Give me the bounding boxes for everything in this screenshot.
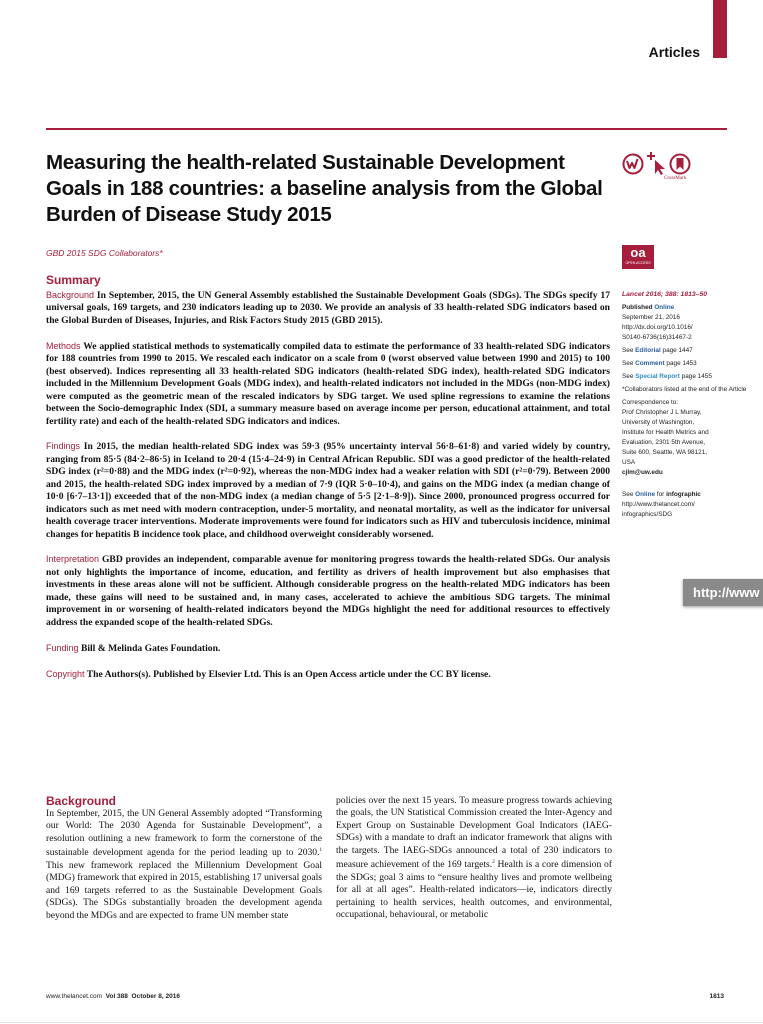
page-footer [46,993,727,1000]
correspondence-address: Suite 600, Seattle, WA 98121, [622,449,708,456]
infographic-url[interactable]: http://www.thelancet.com/ [622,501,695,508]
body-text: Health is a core dimension of the SDGs; goal 3 aims to “ensure healthy lives and promote wellbeing for all at all ages”. Health-related indicators—ie, indicators directly pertaining to health services, health outcomes, and environmental, occupational, behavioural, or metabolic [336,859,612,921]
footer-site: www.thelancet.com [46,993,102,1000]
open-access-icon [622,245,654,269]
summary-label: Copyright [46,668,85,679]
summary-label: Methods [46,340,81,351]
editorial-link[interactable]: Editorial [635,347,661,354]
doi-link[interactable]: http://dx.doi.org/10.1016/ [622,324,693,331]
summary-findings [46,440,610,541]
see-editorial [622,346,760,356]
summary-text: The Authors(s). Published by Elsevier Ltd. This is an Open Access article under the CC BY license. [86,668,491,680]
publication-info [622,303,760,343]
summary-text: We applied statistical methods to systematically compiled data to estimate the performance of 33 health-related SDG indicators for 188 countries from 1990 to 2015. We rescaled each indicator on a scale from 0 (worst observed value between 1990 and 2015) to 100 (best observed). Indices representing all 33 health-related SDG indicators (health-related SDG index), health-related SDG indicators included in the Millennium Development Goals (MDG index), and health-related indicators not included in the MDGs (non-MDG index) were computed as the geometric mean of the rescaled indicators by SDG target. We used spline regressions to examine the relations between the Socio-demographic Index (SDI, a summary measure based on average income per person, educational attainment, and total fertility rate) and each of the health-related SDG indicators and indices. [46,340,610,427]
article-title: Measuring the health-related Sustainable Development Goals in 188 countries: a baseline analysis from the Global Burden of Disease Study 2015 [46,151,603,226]
summary-body [46,289,610,693]
see-label: See [622,360,636,367]
editorial-page: page 1447 [660,347,693,354]
see-label: See [622,373,636,380]
doi-link-cont[interactable]: S0140-6736(16)31467-2 [622,334,692,341]
see-label: See [622,491,636,498]
comment-page: page 1453 [664,360,697,367]
summary-methods [46,340,610,428]
comment-link[interactable]: Comment [635,360,665,367]
crossmark-label: CrossMark [664,176,687,181]
oa-sub-label: OPEN ACCESS [625,261,651,265]
published-label: Published [622,304,655,311]
body-text: policies over the next 15 years. To measure progress towards achieving the goals, the UN Statistical Commission created the Inter-Agency and Expert Group on Sustainable Development Goal Indicators (IAEG-SDGs) with a mandate to draft an indicator framework that aligns with the targets. The IAEG-SDGs announced a total of 230 indicators to measure achievement of the 169 targets. [336,795,612,871]
summary-text: GBD provides an independent, comparable avenue for monitoring progress towards the health-related SDGs. Our analysis not only highlights the importance of income, education, and fertility as drivers of health improvement but also emphasises that investments in these areas alone will not be sufficient. Although considerable progress on the health-related MDG indicators has been made, these gains will need to be sustained and, in many cases, accelerated to achieve the ambitious SDG targets. The minimal improvement in or worsening of health-related indicators beyond the MDGs highlight the need for additional resources to effectively address the expanded scope of the health-related SDGs. [46,554,610,628]
correspondence-email[interactable]: cjlm@uw.edu [622,469,663,476]
page-bottom-edge [0,1022,763,1023]
see-label: See [622,347,636,354]
article-authors[interactable]: GBD 2015 SDG Collaborators* [46,248,163,258]
see-comment [622,359,760,369]
header-rule [46,128,727,130]
correspondence-name: Prof Christopher J L Murray, [622,409,702,416]
body-text: This new framework replaced the Millennium Development Goal (MDG) framework that expired in 2015, establishing 17 universal goals and 169 targets referred to as the Sustainable Development Goals (SDGs). The SDGs substantially broaden the development agenda beyond the MDGs and are expected to frame UN member state [46,860,322,921]
cursor-plus-icon[interactable] [647,152,667,176]
summary-copyright [46,668,610,681]
published-online-link[interactable]: Online [654,304,675,311]
body-text: In September, 2015, the UN General Assembly adopted “Transforming our World: The 2030 Agenda for Sustainable Development”, a resolution outlining a new framework to form the cornerstone of the sustainable development agenda for the period leading up to 2030. [46,808,322,859]
body-column-left [46,808,322,922]
correspondence-label: Correspondence to: [622,399,679,406]
url-tooltip: http://www [683,579,763,606]
margin-notes [622,290,760,523]
for-label: for [655,491,667,498]
footer-volume: Vol 388 [105,993,128,1000]
online-infographic-link[interactable]: Online [635,491,656,498]
citation-ref[interactable]: 2 [492,860,495,866]
summary-heading: Summary [46,273,101,287]
summary-text: In September, 2015, the UN General Assembly established the Sustainable Development Goals (SDGs). The SDGs specify 17 universal goals, 169 targets, and 230 indicators leading up to 2030. We provide an analysis of 33 health-related SDG indicators based on the Global Burden of Diseases, Injuries, and Risk Factors Study 2015 (GBD 2015). [46,290,610,326]
background-heading: Background [46,794,117,808]
summary-label: Funding [46,642,79,653]
summary-interpretation [46,553,610,629]
collaborators-note: *Collaborators listed at the end of the Article [622,386,747,393]
page-number: 1813 [709,993,724,1000]
summary-background [46,289,610,327]
see-special-report [622,372,760,382]
summary-label: Interpretation [46,554,100,565]
crossmark-icon[interactable] [669,153,691,175]
altmetric-w-icon[interactable] [622,153,644,175]
citation-ref[interactable]: 1 [319,848,322,854]
special-report-link[interactable]: Special Report [635,373,680,380]
oa-label: oa [630,245,646,260]
summary-text: Bill & Melinda Gates Foundation. [80,642,221,654]
summary-text: In 2015, the median health-related SDG index was 59·3 (95% uncertainty interval 56·8–61·8) and varied widely by country, ranging from 85·5 (84·2–86·5) in Iceland to 20·4 (15·4–24·9) in Central African Republic. SDI was a good predictor of the health-related SDG index (r²=0·88) and the MDG index (r²=0·92), whereas the non-MDG index had a weaker relation with SDI (r²=0·79). Between 2000 and 2015, the health-related SDG index improved by a median of 7·9 (IQR 5·0–10·4), and gains on the MDG index (a median change of 10·0 [6·7–13·1]) exceeded that of the non-MDG index (a median change of 5·5 [2·1–8·9]). Since 2000, pronounced progress occurred for indicators such as met need with modern contraception, under-5 mortality, and neonatal mortality, as well as the indicator for universal health coverage tracer interventions. Moderate improvements were found for indicators such as HIV and tuberculosis incidence, minimal changes for hepatitis B incidence took place, and childhood overweight considerably worsened. [46,441,610,540]
infographic-note [622,490,760,520]
correspondence-address: Evaluation, 2301 5th Avenue, [622,439,706,446]
special-report-page: page 1455 [679,373,712,380]
body-column-right [336,795,612,922]
footer-date: October 8, 2016 [131,993,180,1000]
correspondence-address: University of Washington, [622,419,695,426]
summary-label: Findings [46,441,81,452]
correspondence-address: Institute for Health Metrics and [622,429,709,436]
summary-label: Background [46,290,95,300]
section-tab-marker [713,0,727,58]
infographic-url-cont[interactable]: infographics/SDG [622,511,673,518]
correspondence [622,398,760,478]
section-label: Articles [648,44,700,60]
infographic-label: infographic [666,491,701,498]
article-badges [620,150,700,190]
summary-funding [46,642,610,655]
published-date: September 21, 2016 [622,314,680,321]
citation: Lancet 2016; 388: 1813–50 [622,291,708,298]
correspondence-address: USA [622,459,636,466]
